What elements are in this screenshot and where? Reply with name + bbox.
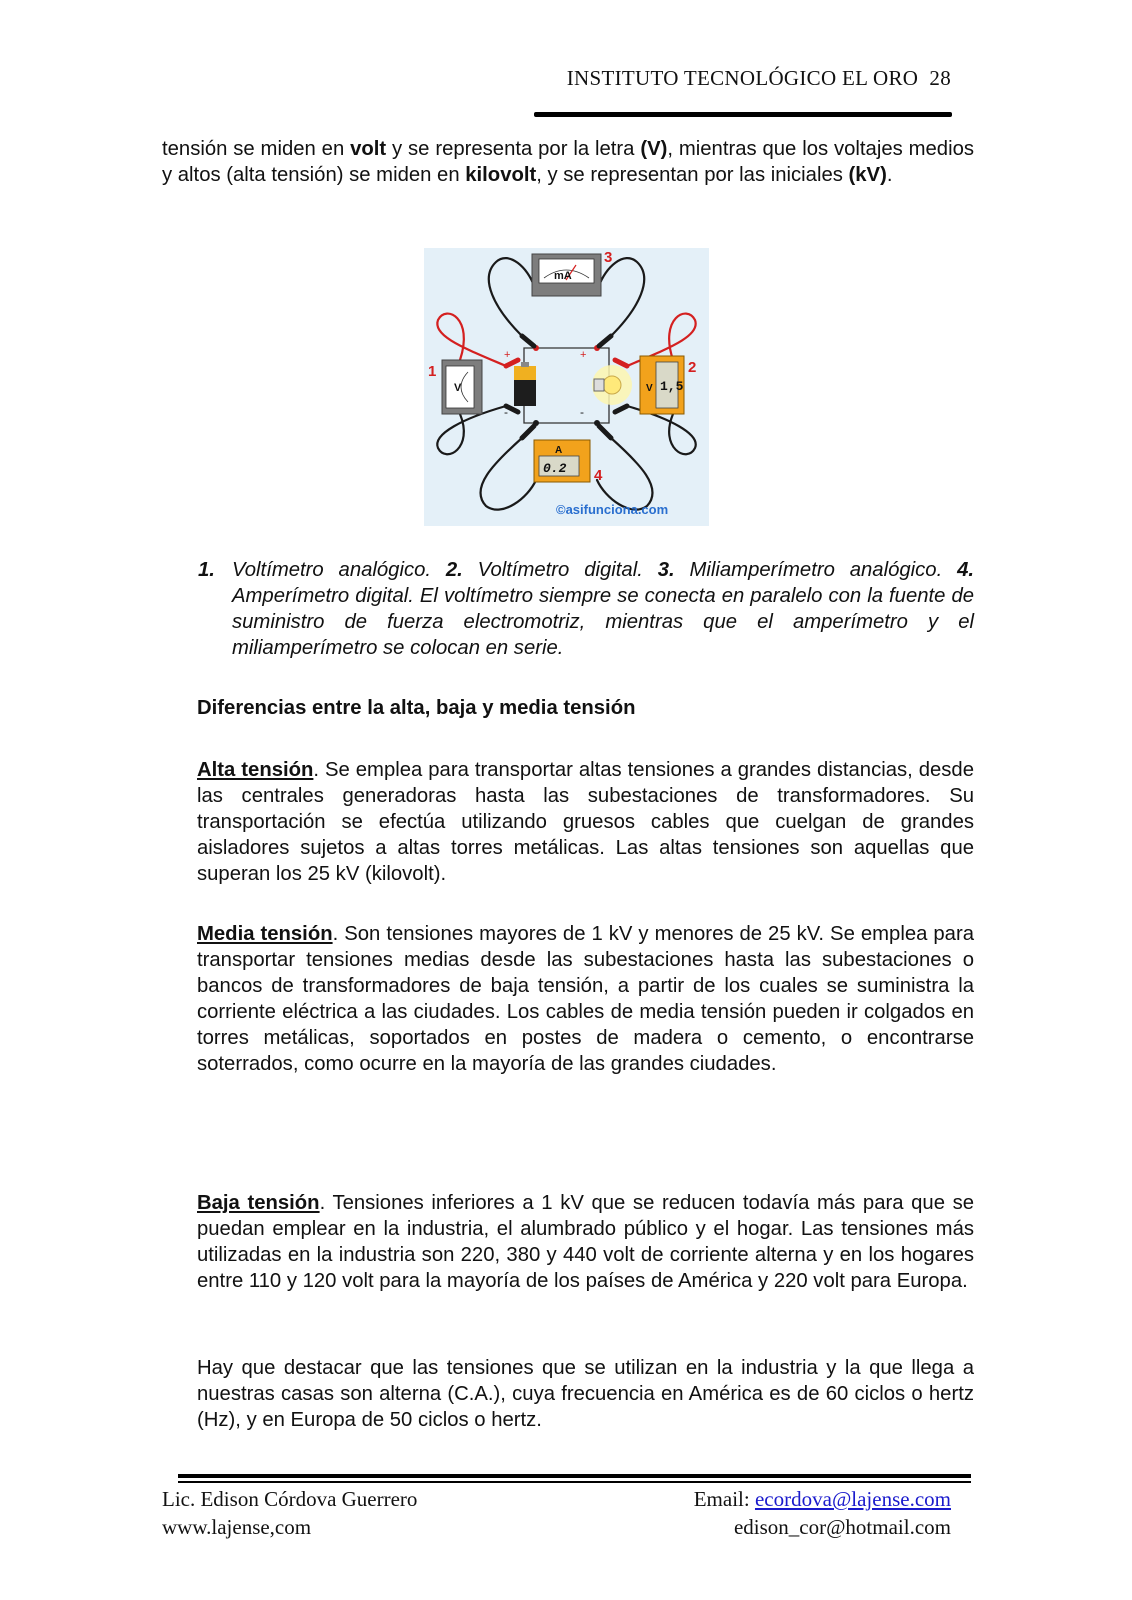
meter-2-value: 1,5 bbox=[660, 379, 684, 394]
footer-email: Email: ecordova@lajense.com bbox=[693, 1487, 951, 1511]
caption-number: 1. bbox=[198, 559, 215, 581]
footer-rule-thin bbox=[178, 1481, 971, 1483]
meter-3-unit: mA bbox=[554, 270, 572, 282]
plus-sign: + bbox=[580, 349, 587, 361]
closing-paragraph: Hay que destacar que las tensiones que se utilizan en la industria y la que llega a nuestras casas son alterna (C.A.), cuya frecuencia en América es de 60 ciclos o hertz (Hz), y en Europa de 50 ciclos o hertz. bbox=[197, 1357, 974, 1431]
meter-1-voltmeter bbox=[442, 360, 482, 414]
meter-4-unit: A bbox=[555, 445, 563, 456]
alta-tension-term: Alta tensión bbox=[197, 759, 314, 781]
section-heading: Diferencias entre la alta, baja y media tensión bbox=[197, 697, 636, 719]
email-link[interactable]: ecordova@lajense.com bbox=[754, 1487, 951, 1511]
meter-4-label: 4 bbox=[594, 467, 603, 484]
meter-4-value: 0.2 bbox=[543, 461, 567, 476]
alta-tension-paragraph: Alta tensión. Se emplea para transportar altas tensiones a grandes distancias, desde las centrales generadoras hasta las subestaciones de transformadores. Su transportación se efectúa utilizando gruesos cables que cuelgan de grandes aisladores sujetos a altas torres metálicas. Las altas tensiones son aquellas que superan los 25 kV (kilovolt). bbox=[197, 759, 974, 885]
figure-credit: ©asifunciona.com bbox=[556, 502, 669, 517]
meter-2-digital-voltmeter bbox=[640, 356, 684, 414]
wire-meter4-left bbox=[480, 438, 536, 510]
plus-sign: + bbox=[504, 349, 511, 361]
circuit-diagram bbox=[424, 248, 709, 526]
footer-website: www.lajense,com bbox=[162, 1515, 312, 1539]
meter-3-milliammeter bbox=[532, 254, 601, 296]
meters-figure bbox=[424, 248, 709, 526]
meter-2-unit: V bbox=[646, 383, 653, 394]
page-number: 28 bbox=[929, 66, 951, 90]
minus-sign: - bbox=[580, 405, 584, 419]
footer-rule bbox=[178, 1474, 971, 1478]
footer-author: Lic. Edison Córdova Guerrero bbox=[162, 1487, 418, 1511]
meter-3-label: 3 bbox=[604, 249, 613, 266]
media-tension-term: Media tensión bbox=[197, 923, 333, 945]
wire-meter3-right bbox=[599, 258, 644, 336]
footer-email-secondary: edison_cor@hotmail.com bbox=[733, 1515, 951, 1539]
wire-meter3-left bbox=[489, 258, 534, 336]
battery bbox=[514, 362, 536, 406]
minus-sign: - bbox=[504, 405, 508, 419]
header-rule bbox=[534, 112, 952, 117]
page-header bbox=[567, 66, 951, 91]
meter-2-label: 2 bbox=[688, 359, 697, 376]
caption-text: Voltímetro analógico. 2. Voltímetro digital. 3. Miliamperímetro analógico. 4. Amperímetro digital. El voltímetro siempre se conecta en paralelo con la fuente de suministro de fuerza electromotriz, mientras que el amperímetro y el miliamperímetro se colocan en serie. bbox=[232, 559, 974, 659]
bulb bbox=[592, 365, 632, 405]
baja-tension-paragraph: Baja tensión. Tensiones inferiores a 1 kV que se reducen todavía más para que se puedan emplear en la industria, el alumbrado público y el hogar. Las tensiones más utilizadas en la industria son 220, 380 y 440 volt de corriente alterna y en los hogares entre 110 y 120 volt para la mayoría de los países de América y 220 volt para Europa. bbox=[197, 1192, 975, 1292]
baja-tension-term: Baja tensión bbox=[197, 1192, 320, 1214]
meter-1-unit: V bbox=[454, 382, 462, 394]
wire-meter4-right bbox=[597, 438, 653, 510]
wire-meter1-top bbox=[437, 314, 506, 366]
media-tension-paragraph: Media tensión. Son tensiones mayores de 1 kV y menores de 25 kV. Se emplea para transportar tensiones medias desde las subestaciones hasta las subestaciones o bancos de transformadores de baja tensión, a partir de los cuales se suministra la corriente eléctrica a las ciudades. Los cables de media tensión pueden ir colgados en torres metálicas, soportados en postes de madera o cemento, o encontrarse soterrados, como ocurre en la mayoría de las grandes ciudades. bbox=[197, 923, 974, 1075]
header-title: INSTITUTO TECNOLÓGICO EL ORO bbox=[566, 66, 919, 90]
meter-4-digital-ammeter bbox=[534, 440, 590, 482]
meter-1-label: 1 bbox=[428, 363, 437, 380]
figure-caption bbox=[198, 557, 974, 661]
intro-paragraph: tensión se miden en volt y se representa por la letra (V), mientras que los voltajes medios y altos (alta tensión) se miden en kilovolt, y se representan por las iniciales (kV). bbox=[162, 138, 975, 186]
